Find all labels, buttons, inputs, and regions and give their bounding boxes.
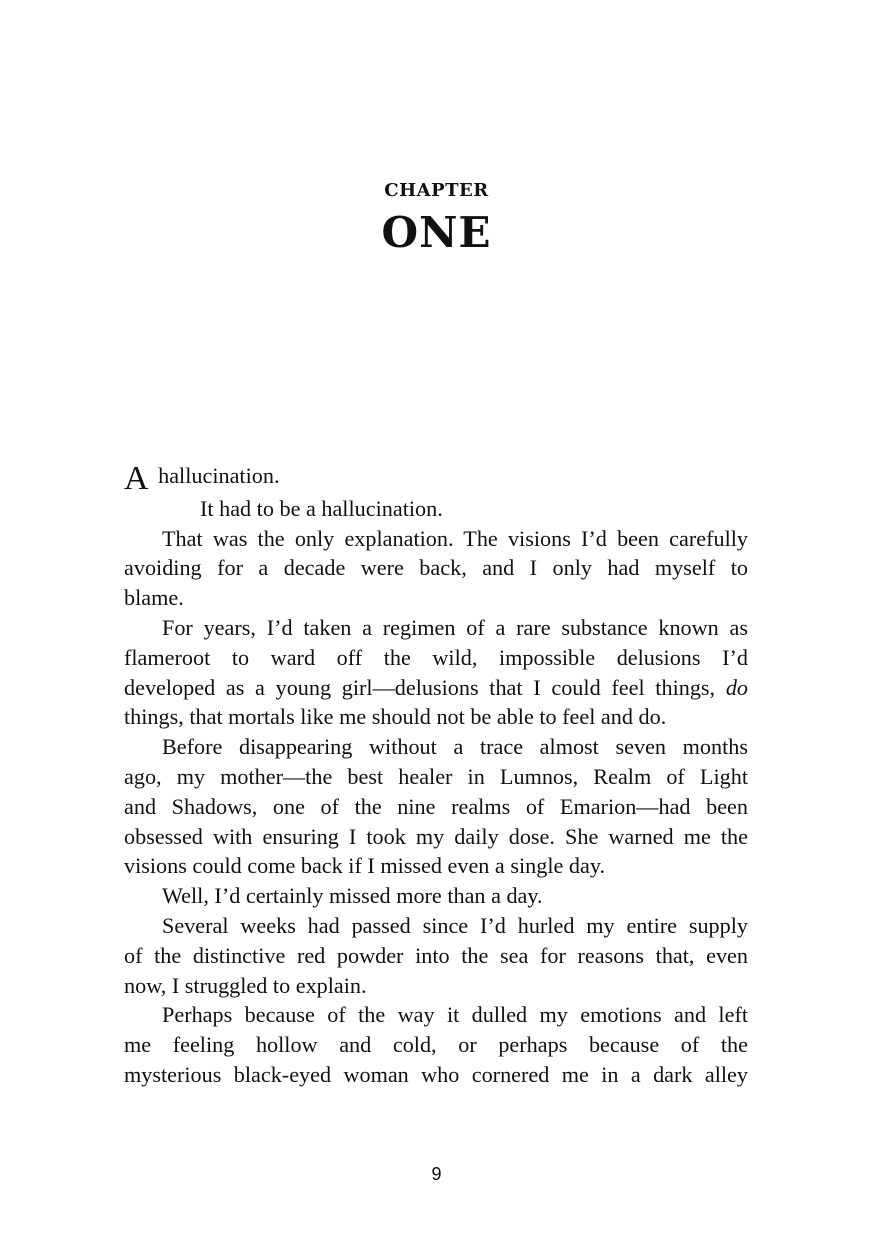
text-line <box>124 673 748 703</box>
chapter-title: ONE <box>381 208 492 257</box>
text-line: That was the only explanation. The visions I’d been carefully <box>162 525 748 551</box>
chapter-label: CHAPTER <box>384 180 489 201</box>
text-line: obsessed with ensuring I took my daily dose. She warned me the <box>124 823 748 849</box>
text-line: blame. <box>124 585 184 611</box>
text-line: Several weeks had passed since I’d hurled my entire supply <box>162 912 748 938</box>
text-line: Before disappearing without a trace almost seven months <box>162 734 748 760</box>
text-line: things, that mortals like me should not be able to feel and do. <box>124 704 667 730</box>
text-line: For years, I’d taken a regimen of a rare substance known as <box>162 614 748 640</box>
text-line: now, I struggled to explain. <box>124 972 367 998</box>
text-line: Well, I’d certainly missed more than a day. <box>162 883 543 909</box>
text-line: and Shadows, one of the nine realms of Emarion—had been <box>124 793 748 819</box>
text-line <box>124 460 748 497</box>
text-line: avoiding for a decade were back, and I only had myself to <box>124 555 748 581</box>
text-line: flameroot to ward off the wild, impossible delusions I’d <box>124 644 748 670</box>
text-line: of the distinctive red powder into the sea for reasons that, even <box>124 942 748 968</box>
text-line: visions could come back if I missed even a single day. <box>124 853 606 879</box>
text-line: It had to be a hallucination. <box>200 495 443 521</box>
drop-cap: A <box>124 460 149 497</box>
emphasis-text: do <box>725 674 748 700</box>
text-line-content: hallucination. <box>152 463 280 488</box>
text-line: Perhaps because of the way it dulled my emotions and left <box>162 1002 748 1028</box>
text-line: ago, my mother—the best healer in Lumnos, Realm of Light <box>124 763 748 789</box>
page-number: 9 <box>431 1164 442 1184</box>
body-text <box>124 461 748 1090</box>
text-line: me feeling hollow and cold, or perhaps because of the <box>124 1032 748 1058</box>
text-line: mysterious black-eyed woman who cornered me in a dark alley <box>124 1061 748 1087</box>
text-line-content: developed as a young girl—delusions that I could feel things, <box>124 674 716 700</box>
